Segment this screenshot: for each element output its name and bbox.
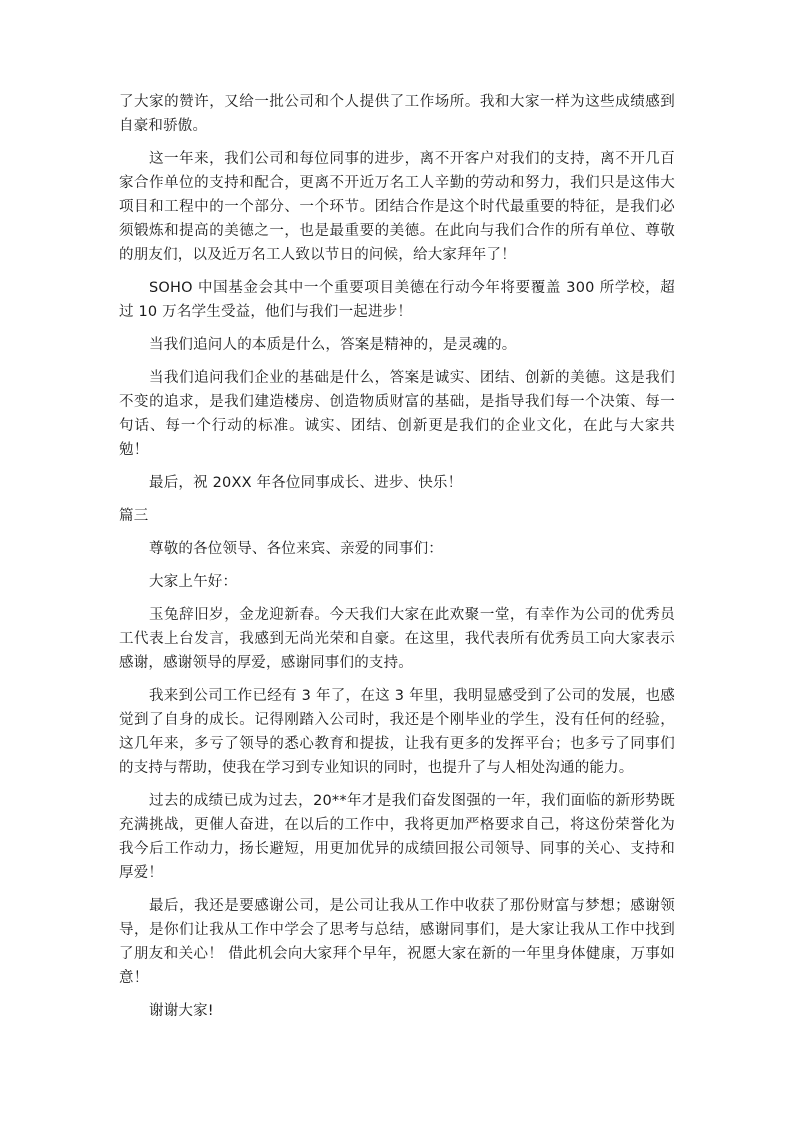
paragraph: 玉兔辞旧岁，金龙迎新春。今天我们大家在此欢聚一堂，有幸作为公司的优秀员工代表上台发言，我感到无尚光荣和自豪。在这里，我代表所有优秀员工向大家表示感谢，感谢领导的厚爱，感谢同事们的支持。 bbox=[119, 607, 675, 671]
paragraph: 当我们追问人的本质是什么，答案是精神的，是灵魂的。 bbox=[149, 337, 517, 353]
paragraph: 了大家的赞许，又给一批公司和个人提供了工作场所。我和大家一样为这些成绩感到自豪和骄傲。 bbox=[119, 94, 675, 134]
paragraph: 大家上午好： bbox=[149, 574, 238, 590]
paragraph: 这一年来，我们公司和每位同事的进步，离不开客户对我们的支持，离不开几百家合作单位的支持和配合，更离不开近万名工人辛勤的劳动和努力，我们只是这伟大项目和工程中的一个部分、一个环节。团结合作是这个时代最重要的特征，是我们必须锻炼和提高的美德之一，也是最重要的美德。在此向与我们合作的所有单位、尊敬的朋友们，以及近万名工人致以节日的问候，给大家拜年了！ bbox=[119, 151, 675, 263]
document-body bbox=[119, 90, 675, 1032]
section-title: 篇三 bbox=[119, 508, 149, 524]
paragraph: 尊敬的各位领导、各位来宾、亲爱的同事们： bbox=[149, 541, 443, 557]
paragraph: SOHO 中国基金会其中一个重要项目美德在行动今年将要覆盖 300 所学校，超过 10 万名学生受益，他们与我们一起进步！ bbox=[119, 280, 675, 320]
paragraph: 我来到公司工作已经有 3 年了，在这 3 年里，我明显感受到了公司的发展，也感觉到了自身的成长。记得刚踏入公司时，我还是个刚毕业的学生，没有任何的经验，这几年来，多亏了领导的悉心教育和提拔，让我有更多的发挥平台；也多亏了同事们的支持与帮助，使我在学习到专业知识的同时，也提升了与人相处沟通的能力。 bbox=[119, 688, 675, 776]
paragraph: 谢谢大家! bbox=[149, 1003, 214, 1019]
paragraph: 过去的成绩已成为过去，20**年才是我们奋发图强的一年，我们面临的新形势既充满挑战，更催人奋进，在以后的工作中，我将更加严格要求自己，将这份荣誉化为我今后工作动力，扬长避短，用更加优异的成绩回报公司领导、同事的关心、支持和厚爱！ bbox=[119, 793, 675, 881]
paragraph: 最后，祝 20XX 年各位同事成长、进步、快乐！ bbox=[149, 475, 463, 491]
paragraph: 最后，我还是要感谢公司，是公司让我从工作中收获了那份财富与梦想；感谢领导，是你们让我从工作中学会了思考与总结，感谢同事们，是大家让我从工作中找到了朋友和关心！ 借此机会向大家拜个早年，祝愿大家在新的一年里身体健康，万事如意！ bbox=[119, 898, 675, 986]
paragraph: 当我们追问我们企业的基础是什么，答案是诚实、团结、创新的美德。这是我们不变的追求，是我们建造楼房、创造物质财富的基础，是指导我们每一个决策、每一句话、每一个行动的标准。诚实、团结、创新更是我们的企业文化，在此与大家共勉！ bbox=[119, 370, 675, 458]
